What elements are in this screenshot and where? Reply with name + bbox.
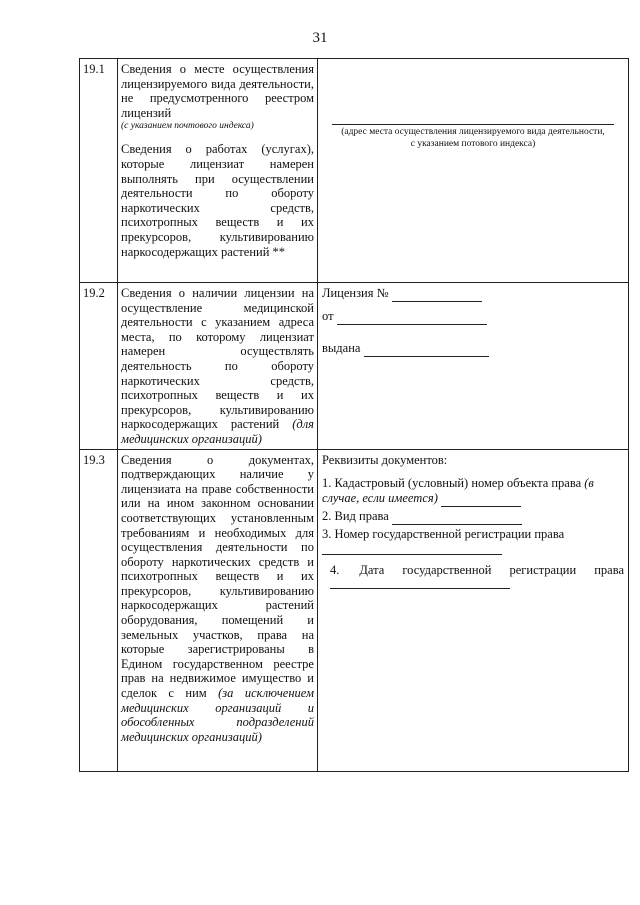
row-description (118, 59, 318, 283)
row-description (118, 283, 318, 450)
license-number-label: Лицензия № (322, 286, 389, 300)
table-row-19-2 (80, 283, 629, 450)
address-field[interactable] (318, 59, 629, 283)
right-type-label: 2. Вид права (322, 508, 389, 523)
registration-number-field[interactable] (322, 544, 502, 555)
license-fields (318, 283, 629, 450)
page-number: 31 (312, 30, 328, 46)
license-number-field[interactable] (392, 286, 482, 302)
registration-date-number: 4. (330, 562, 340, 577)
medical-organizations-note: (для медицинских организаций) (121, 417, 314, 446)
place-description: Сведения о месте осуществления лицензируемого вида деятельности, не предусмотренного реестром лицензий (121, 62, 314, 120)
address-caption-line-2: с указанием потового индекса) (410, 138, 536, 149)
row-number: 19.3 (80, 449, 118, 771)
license-issuer-label: выдана (322, 341, 361, 355)
row-description (118, 449, 318, 771)
exclusion-note: (за исключением медицинских организаций и обособленных подразделений медицинских организаций) (121, 686, 315, 744)
documents-heading: Реквизиты документов: (322, 452, 448, 467)
address-line[interactable] (332, 124, 614, 125)
license-issuer-field[interactable] (364, 341, 489, 357)
document-details (318, 449, 629, 771)
registration-date-label: Дата государственной регистрации права (359, 562, 624, 577)
registration-date-field[interactable] (330, 578, 510, 589)
license-date-field[interactable] (337, 309, 487, 325)
postal-index-note: (с указанием почтового индекса) (121, 121, 254, 132)
documents-description: Сведения о документах, подтверждающих наличие у лицензиата на праве собственности или на ином законном основании соответствующих установленным требованиям и необходимых для осуществления деятельности по обороту наркотических средств и психотропных веществ и их прекурсоров, культивированию наркосодержащих растений оборудования, помещений и земельных участков, права на которые зарегистрированы в Едином государственном реестре прав на недвижимое имущество и сделок с ним (121, 452, 314, 701)
right-type-field[interactable] (392, 509, 522, 525)
cadastral-number-field[interactable] (441, 491, 521, 507)
medical-license-description: Сведения о наличии лицензии на осуществление медицинской деятельности с указанием адреса места, по которому лицензиат намерен осуществлять деятельность по обороту наркотических средств, психотропных веществ и их прекурсоров, культивированию наркосодержащих растений (121, 286, 314, 432)
license-form-table (79, 58, 629, 772)
works-description: Сведения о работах (услугах), которые лицензиат намерен выполнять при осуществлении деятельности по обороту наркотических средств, психотропных веществ и их прекурсоров, культивированию наркосодержащих растений ** (121, 142, 314, 259)
cadastral-number-label: 1. Кадастровый (условный) номер объекта права (322, 475, 582, 490)
table-row-19-3 (80, 449, 629, 771)
license-date-label: от (322, 309, 334, 323)
address-caption-line-1: (адрес места осуществления лицензируемого вида деятельности, (341, 127, 605, 137)
cadastral-number-note: (в случае, если имеется) (322, 475, 594, 505)
table-row-19-1 (80, 59, 629, 283)
registration-number-label: 3. Номер государственной регистрации права (322, 526, 565, 541)
row-number: 19.2 (80, 283, 118, 450)
row-number: 19.1 (80, 59, 118, 283)
